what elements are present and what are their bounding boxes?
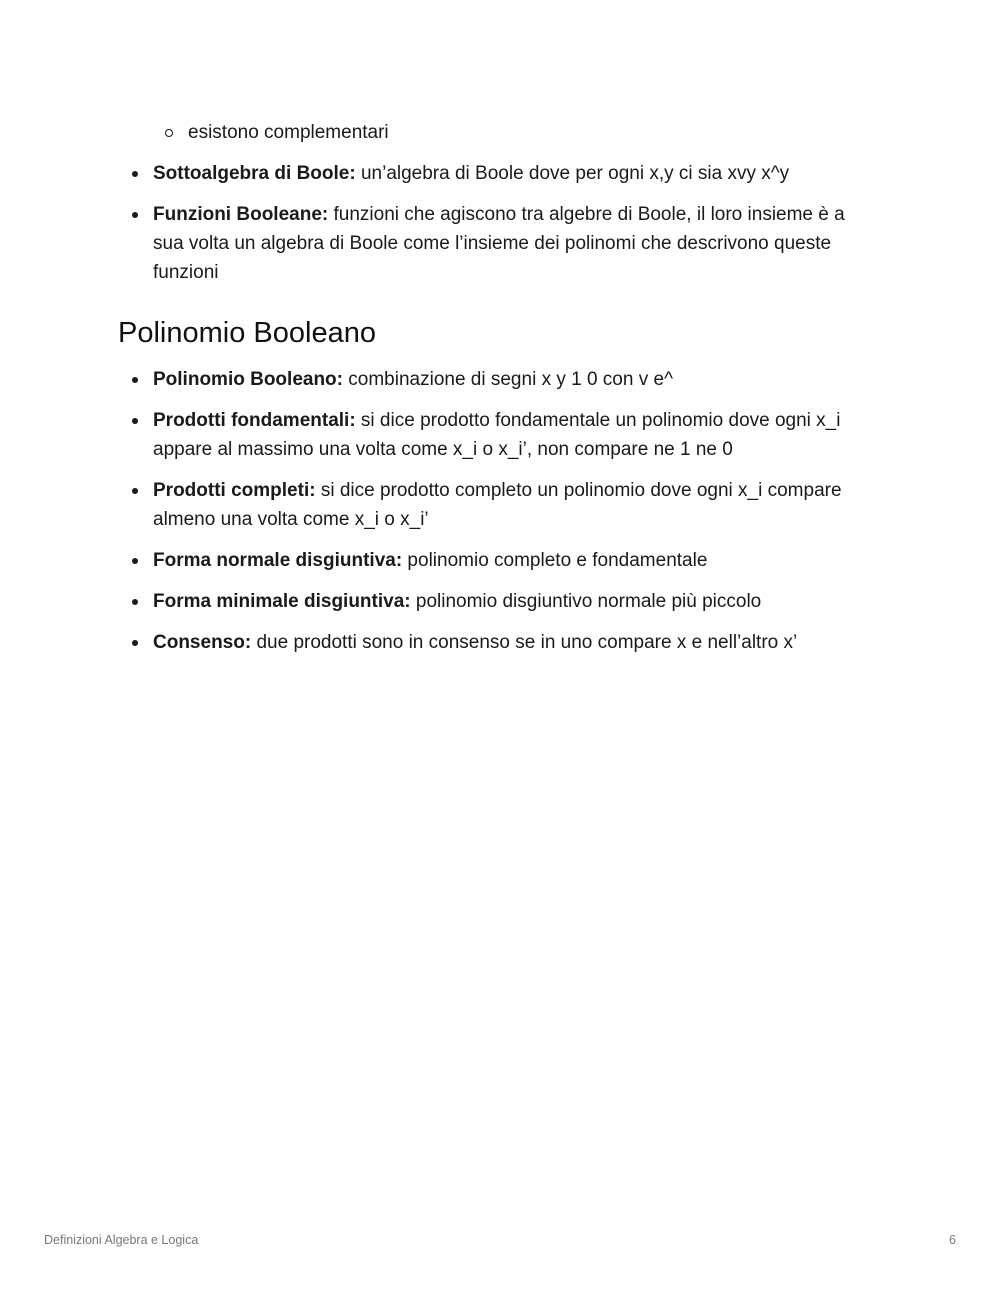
list-item-consenso	[153, 628, 878, 657]
term-definition: combinazione di segni x y 1 0 con v e^	[343, 369, 673, 390]
list-item-prodotti-completi	[153, 476, 878, 534]
list-item-polinomio-booleano	[153, 365, 878, 394]
term-label: Polinomio Booleano:	[153, 369, 343, 390]
intro-list	[118, 159, 878, 287]
term-label: Prodotti completi:	[153, 480, 316, 501]
term-label: Prodotti fondamentali:	[153, 410, 356, 431]
term-label: Consenso:	[153, 632, 252, 653]
term-label: Forma minimale disgiuntiva:	[153, 591, 411, 612]
term-definition: due prodotti sono in consenso se in uno compare x e nell’altro x’	[251, 632, 798, 653]
list-item-funzioni-booleane	[153, 200, 878, 287]
term-definition: polinomio disgiuntivo normale più piccolo	[410, 591, 762, 612]
footer-document-title: Definizioni Algebra e Logica	[44, 1233, 199, 1247]
term-label: Forma normale disgiuntiva:	[153, 550, 403, 571]
list-item-prodotti-fondamentali	[153, 406, 878, 464]
sub-list-item: esistono complementari	[188, 118, 878, 147]
sub-list	[118, 118, 878, 147]
page-content	[118, 118, 878, 669]
list-item-sottoalgebra	[153, 159, 878, 188]
footer-page-number: 6	[949, 1233, 956, 1247]
list-item-forma-minimale	[153, 587, 878, 616]
term-definition: si dice prodotto fondamentale un polinomio dove ogni x_i appare al massimo una volta come x_i o x_i’, non compare ne 1 ne 0	[153, 410, 841, 460]
term-definition: un’algebra di Boole dove per ogni x,y ci sia xvy x^y	[355, 163, 790, 184]
term-label: Sottoalgebra di Boole:	[153, 163, 356, 184]
section-list	[118, 365, 878, 657]
list-item-forma-normale	[153, 546, 878, 575]
term-definition: funzioni che agiscono tra algebre di Boole, il loro insieme è a sua volta un algebra di Boole come l’insieme dei polinomi che descrivono queste funzioni	[153, 204, 845, 283]
term-definition: polinomio completo e fondamentale	[402, 550, 708, 571]
term-definition: si dice prodotto completo un polinomio dove ogni x_i compare almeno una volta come x_i o x_i’	[153, 480, 842, 530]
section-heading: Polinomio Booleano	[118, 317, 376, 349]
term-label: Funzioni Booleane:	[153, 204, 329, 225]
